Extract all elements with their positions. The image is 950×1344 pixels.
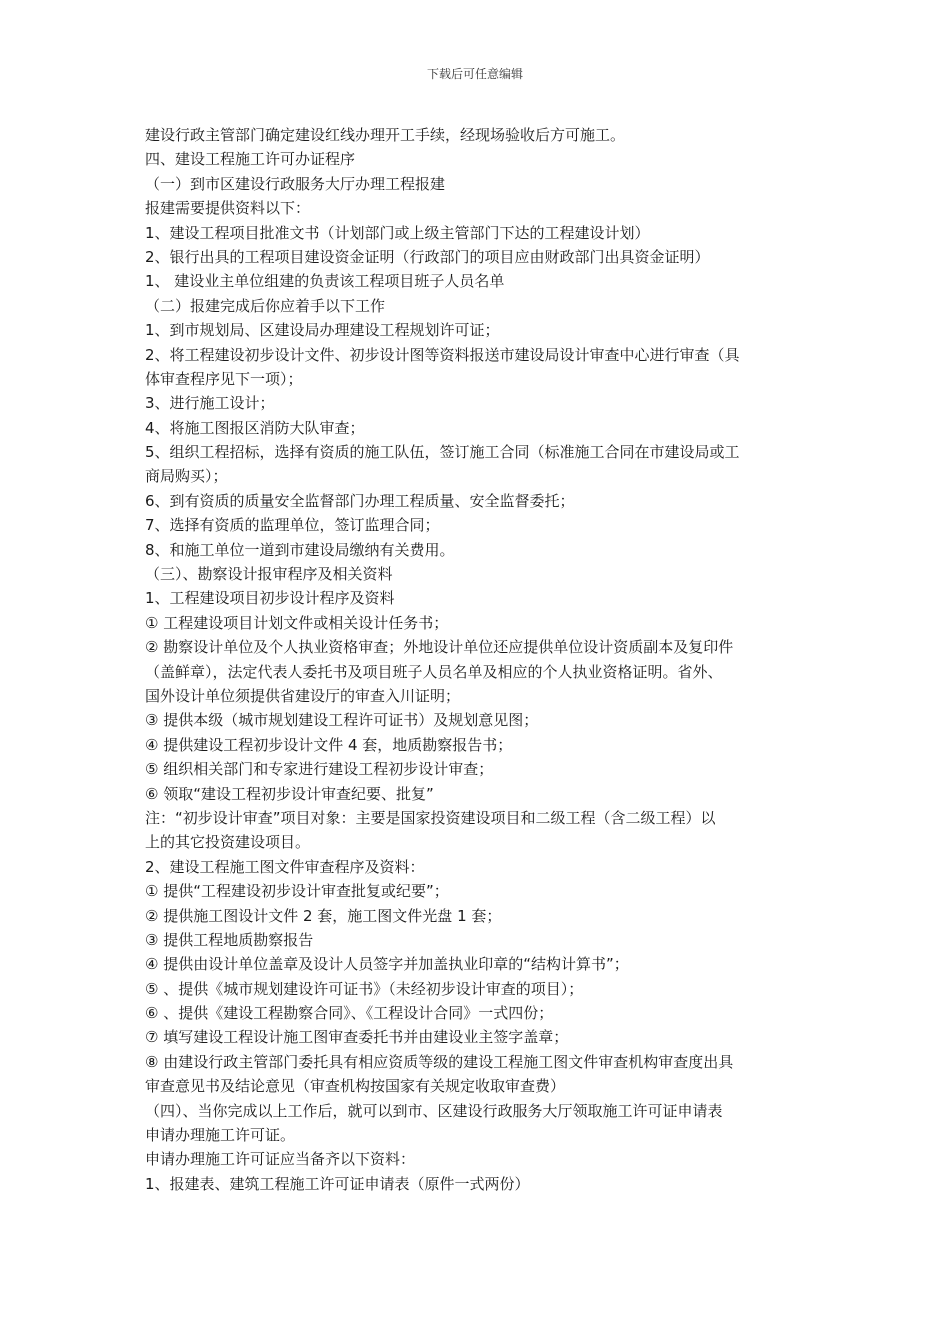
text-line: 申请办理施工许可证应当备齐以下资料：	[145, 1150, 416, 1169]
list-item: 5、组织工程招标，选择有资质的施工队伍，签订施工合同（标准施工合同在市建设局或工	[145, 443, 740, 462]
list-item-continuation: 审查意见书及结论意见（审查机构按国家有关规定收取审查费）	[145, 1077, 566, 1096]
list-item: 2、建设工程施工图文件审查程序及资料：	[145, 857, 425, 876]
subsection-heading: （二）报建完成后你应着手以下工作	[145, 296, 386, 315]
list-item: ① 工程建设项目计划文件或相关设计任务书；	[145, 613, 449, 632]
list-item: ① 提供“工程建设初步设计审查批复或纪要”；	[145, 882, 449, 901]
list-item: ② 提供施工图设计文件 2 套，施工图文件光盘 1 套；	[145, 906, 502, 925]
list-item: ⑥ 领取“建设工程初步设计审查纪要、批复”	[145, 784, 434, 803]
list-item: ③ 提供本级（城市规划建设工程许可证书）及规划意见图；	[145, 711, 539, 730]
note-line-continuation: 上的其它投资建设项目。	[145, 833, 311, 852]
list-item-continuation: 国外设计单位须提供省建设厅的审查入川证明；	[145, 686, 461, 705]
list-item: ④ 提供由设计单位盖章及设计人员签字并加盖执业印章的“结构计算书”；	[145, 955, 629, 974]
list-item: 1、到市规划局、区建设局办理建设工程规划许可证；	[145, 321, 500, 340]
list-item-continuation: 体审查程序见下一项）；	[145, 369, 303, 388]
list-item: ⑦ 填写建设工程设计施工图审查委托书并由建设业主签字盖章；	[145, 1028, 569, 1047]
list-item: 3、进行施工设计；	[145, 394, 275, 413]
note-line: 注：“初步设计审查”项目对象：主要是国家投资建设项目和二级工程（含二级工程）以	[145, 808, 716, 827]
section-heading: 四、建设工程施工许可办证程序	[145, 150, 356, 169]
text-line: 申请办理施工许可证。	[145, 1126, 296, 1145]
list-item: ⑤ 组织相关部门和专家进行建设工程初步设计审查；	[145, 760, 494, 779]
subsection-heading: （三）、勘察设计报审程序及相关资料	[145, 565, 393, 584]
list-item-continuation: 商局购买）；	[145, 467, 228, 486]
list-item: 4、将施工图报区消防大队审查；	[145, 418, 365, 437]
list-item: 8、和施工单位一道到市建设局缴纳有关费用。	[145, 540, 455, 559]
page-header: 下载后可任意编辑	[426, 67, 523, 81]
list-item: 2、银行出具的工程项目建设资金证明（行政部门的项目应由财政部门出具资金证明）	[145, 247, 710, 266]
list-item: 1、 建设业主单位组建的负责该工程项目班子人员名单	[145, 272, 505, 291]
document-body	[145, 123, 813, 1196]
list-item-continuation: （盖鲜章），法定代表人委托书及项目班子人员名单及相应的个人执业资格证明。省外、	[145, 662, 723, 681]
text-line: 报建需要提供资料以下：	[145, 199, 311, 218]
list-item: ⑧ 由建设行政主管部门委托具有相应资质等级的建设工程施工图文件审查机构审查度出具	[145, 1052, 734, 1071]
list-item: ② 勘察设计单位及个人执业资格审查；外地设计单位还应提供单位设计资质副本及复印件	[145, 638, 734, 657]
subsection-heading: （一）到市区建设行政服务大厅办理工程报建	[145, 174, 446, 193]
list-item: 6、到有资质的质量安全监督部门办理工程质量、安全监督委托；	[145, 491, 575, 510]
list-item: ③ 提供工程地质勘察报告	[145, 930, 314, 949]
list-item: 1、建设工程项目批准文书（计划部门或上级主管部门下达的工程建设计划）	[145, 223, 650, 242]
subsection-heading: （四）、当你完成以上工作后，就可以到市、区建设行政服务大厅领取施工许可证申请表	[145, 1101, 723, 1120]
list-item: 2、将工程建设初步设计文件、初步设计图等资料报送市建设局设计审查中心进行审查（具	[145, 345, 740, 364]
list-item: ⑤ 、提供《城市规划建设许可证书》（未经初步设计审查的项目）；	[145, 979, 584, 998]
list-item: ⑥ 、提供《建设工程勘察合同》、《工程设计合同》一式四份；	[145, 1004, 554, 1023]
list-item: 1、报建表、建筑工程施工许可证申请表（原件一式两份）	[145, 1174, 530, 1193]
text-line: 建设行政主管部门确定建设红线办理开工手续，经现场验收后方可施工。	[145, 126, 626, 144]
list-item: 1、工程建设项目初步设计程序及资料	[145, 589, 395, 608]
list-item: ④ 提供建设工程初步设计文件 4 套，地质勘察报告书；	[145, 735, 513, 754]
list-item: 7、选择有资质的监理单位，签订监理合同；	[145, 516, 440, 535]
